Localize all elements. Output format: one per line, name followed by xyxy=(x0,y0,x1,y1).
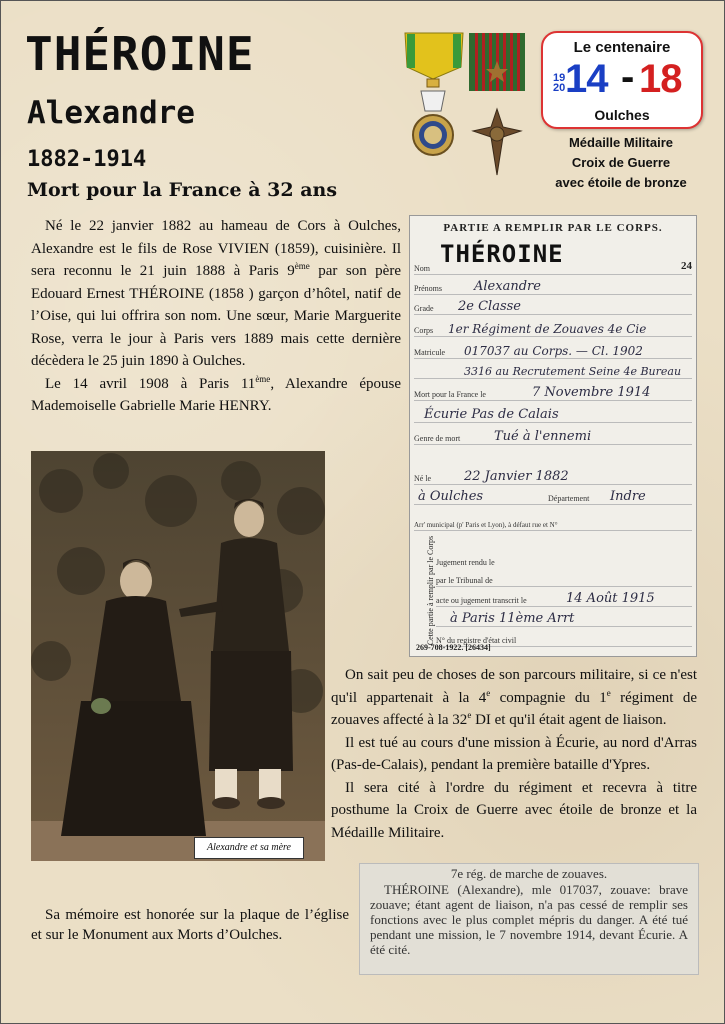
military-paragraph-3: Il sera cité à l'ordre du régiment et recevra à titre posthume la Croix de Guerre avec étoile de bronze et la Médaille Militaire. xyxy=(331,779,697,841)
photo-caption: Alexandre et sa mère xyxy=(194,837,304,859)
firstname-title: Alexandre xyxy=(27,95,195,131)
record-genre-label: Genre de mort xyxy=(414,434,461,443)
military-paragraph-1 xyxy=(331,664,697,732)
clipping-text: THÉROINE (Alexandre), mle 017037, zouave: brave zouave; étant agent de liaison, n'a pas cessé de remplir ses fonctions avec le plus complet mépris du danger. A été tué pendant une mission, le 7 novembre 1914, devant Écurie. A été cité. xyxy=(370,882,688,957)
intro-text-a: Né le 22 janvier 1882 au hameau de Cors à Oulches, Alexandre est le fils de Rose VIVIEN (1859), cuisinière. Il sera reconnu le 21 juin 1888 à Paris 9 xyxy=(31,218,401,279)
record-acte-line xyxy=(436,588,692,607)
portrait-photo xyxy=(31,451,325,861)
record-mort-label: Mort pour la France le xyxy=(414,390,486,399)
record-nom-line xyxy=(414,256,692,275)
year-20: 20 xyxy=(553,82,566,94)
military-sup-1: e xyxy=(486,687,491,698)
year-dash: - xyxy=(621,55,635,99)
record-corps: 1er Régiment de Zouaves 4e Cie xyxy=(448,322,647,336)
clipping-header: 7e rég. de marche de zouaves. xyxy=(450,866,608,881)
record-jug2-line xyxy=(436,568,692,587)
record-arr-line xyxy=(414,510,692,531)
record-grade: 2e Classe xyxy=(458,299,521,314)
record-ne-line xyxy=(414,466,692,485)
record-lieu: Écurie Pas de Calais xyxy=(424,407,559,422)
record-mort-date: 7 Novembre 1914 xyxy=(532,385,651,400)
marriage-sup: ème xyxy=(255,373,271,384)
record-nom-label: Nom xyxy=(414,264,430,273)
record-mort-line xyxy=(414,382,692,401)
military-text-b: compagnie du 1 xyxy=(490,689,607,706)
record-number: 24 xyxy=(681,260,692,272)
record-acte2-line xyxy=(436,608,692,627)
biography-intro xyxy=(31,215,401,418)
record-prenoms: Alexandre xyxy=(474,279,541,294)
intro-paragraph-1 xyxy=(31,215,401,373)
year-19: 19 xyxy=(553,72,566,84)
record-ne-label: Né le xyxy=(414,474,432,483)
marriage-text-b: , Alexandre épouse Mademoiselle Gabrielle Marie HENRY. xyxy=(31,375,401,414)
record-genre-line xyxy=(414,426,692,445)
record-jug1: Jugement rendu le xyxy=(436,558,495,567)
military-paragraph-2: Il est tué au cours d'une mission à Écurie, au nord d'Arras (Pas-de-Calais), pendant la première bataille d'Ypres. xyxy=(331,734,697,773)
record-acte2: à Paris 11ème Arrt xyxy=(450,611,575,626)
life-dates: 1882-1914 xyxy=(27,147,147,172)
death-record-card xyxy=(409,215,697,657)
medal-line-3: avec étoile de bronze xyxy=(555,175,687,190)
death-subtitle: Mort pour la France à 32 ans xyxy=(27,179,338,201)
record-side-note xyxy=(410,535,436,646)
village-label: Oulches xyxy=(594,107,650,123)
medals-caption xyxy=(531,133,711,193)
record-matricule-label: Matricule xyxy=(414,348,446,357)
record-header: PARTIE A REMPLIR PAR LE CORPS. xyxy=(443,222,663,234)
record-ne: 22 Janvier 1882 xyxy=(464,469,569,484)
record-acte-label: acte ou jugement transcrit le xyxy=(436,596,527,605)
intro-paragraph-2 xyxy=(31,373,401,418)
record-grade-line xyxy=(414,296,692,315)
memorial-text: Sa mémoire est honorée sur la plaque de l’église et sur le Monument aux Morts d’Oulches. xyxy=(31,907,349,943)
record-matricule-line xyxy=(414,340,692,359)
record-matricule: 017037 au Corps. — Cl. 1902 xyxy=(464,344,643,358)
record-grade-label: Grade xyxy=(414,304,434,313)
intro-sup: ème xyxy=(294,261,310,271)
record-dept-label: Département xyxy=(548,494,590,503)
memorial-section xyxy=(31,905,349,945)
record-acte: 14 Août 1915 xyxy=(566,591,655,606)
centenaire-logo xyxy=(541,31,703,129)
newspaper-clipping xyxy=(359,863,699,975)
medal-line-2: Croix de Guerre xyxy=(571,155,671,170)
record-prenoms-line xyxy=(414,276,692,295)
medal-line-1: Médaille Militaire xyxy=(568,135,674,150)
record-corps-line xyxy=(414,318,692,337)
medaille-militaire-icon xyxy=(405,33,463,155)
record-jug1-line xyxy=(436,550,692,568)
record-lieu-line xyxy=(414,404,692,423)
centenaire-label: Le centenaire xyxy=(573,39,671,56)
year-prefix xyxy=(553,73,565,93)
record-side-text: Cette partie à remplir par le Corps xyxy=(426,535,436,646)
record-jug2: par le Tribunal de xyxy=(436,576,493,585)
record-prenoms-label: Prénoms xyxy=(414,284,442,293)
medals-image xyxy=(403,31,529,181)
military-text-d: DI et qu'il était agent de liaison. xyxy=(471,712,667,728)
military-section xyxy=(331,664,697,844)
military-sup-3: e xyxy=(467,710,472,720)
military-sup-2: e xyxy=(606,687,611,698)
military-text-c: régiment de zouaves affecté à la 32 xyxy=(331,689,697,728)
croix-de-guerre-icon xyxy=(469,33,525,175)
intro-text-b: par son père Edouard Ernest THÉROINE (1858 ) garçon d’hôtel, natif de l’Oise, qui lui offrira son nom. Une sœur, Marie Marguerite Rose, verra le jour à Paris vers 1889 mais cette dernière décèdera le 25 juin 1890 à Oulches. xyxy=(31,263,401,369)
military-text-a: On sait peu de choses de son parcours militaire, si ce n'est qu'il appartenait à la 4 xyxy=(331,667,697,706)
record-recrutement: 3316 au Recrutement Seine 4e Bureau xyxy=(464,365,682,378)
year-14: 14 xyxy=(565,57,608,101)
record-footer: 269-708-1922. [26434] xyxy=(416,643,491,652)
record-name: THÉROINE xyxy=(440,240,564,268)
record-dept: Indre xyxy=(610,489,646,504)
year-18: 18 xyxy=(639,57,682,101)
record-arr-label: Arr' municipal (p' Paris et Lyon), à défaut rue et N° xyxy=(414,521,558,529)
record-registre: N° du registre d'état civil xyxy=(436,636,517,645)
record-corps-label: Corps xyxy=(414,326,434,335)
surname-title: THÉROINE xyxy=(25,27,255,81)
record-lieu-naissance-line xyxy=(414,486,692,505)
record-recrutement-line xyxy=(414,360,692,379)
record-a: à Oulches xyxy=(418,489,484,504)
record-genre: Tué à l'ennemi xyxy=(494,429,592,444)
marriage-text-a: Le 14 avril 1908 à Paris 11 xyxy=(45,375,256,392)
